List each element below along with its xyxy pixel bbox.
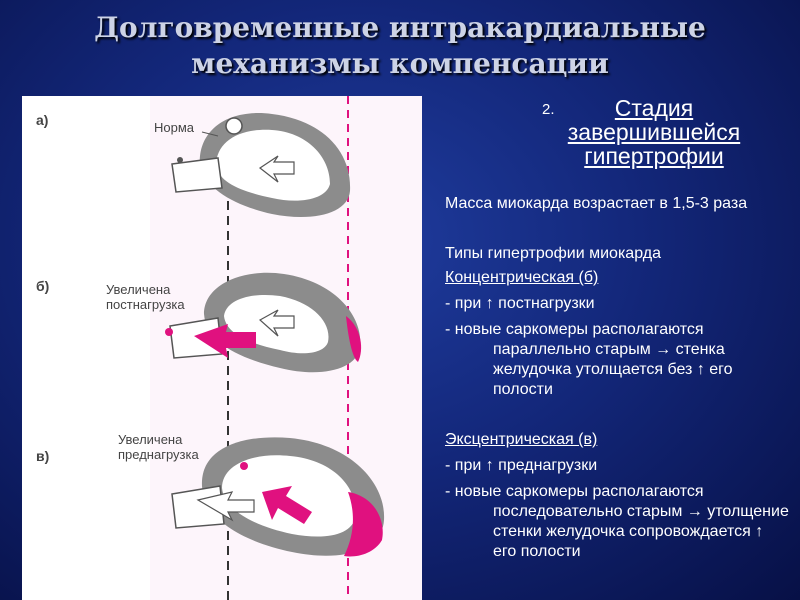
atrium-normal bbox=[226, 118, 242, 134]
vessel-point-eccentric bbox=[240, 462, 248, 470]
stage-number: 2. bbox=[542, 101, 555, 118]
panel-a-caption-text: Норма bbox=[154, 120, 195, 135]
vessel-point-concentric bbox=[165, 328, 173, 336]
slide-title bbox=[0, 10, 800, 82]
slide-title-line-2: механизмы компенсации bbox=[191, 47, 609, 80]
panel-b-letter: б) bbox=[36, 278, 50, 294]
stage-heading-text: Стадия завершившейся гипертрофии bbox=[567, 95, 741, 169]
concentric-item-1: - при ↑ постнагрузки bbox=[445, 295, 595, 312]
panel-c-caption-line-1: Увеличена bbox=[118, 432, 183, 447]
eccentric-item-2: - новые саркомеры располагаются последовательно старым → утолщение стенки желудочка сопровождается ↑ его полости bbox=[445, 483, 789, 560]
panel-c-caption-line-2: преднагрузка bbox=[118, 447, 199, 462]
aorta-normal bbox=[172, 158, 222, 192]
panel-c-letter: в) bbox=[36, 448, 50, 464]
panel-b-caption-line-1: Увеличена bbox=[106, 282, 171, 297]
eccentric-item-1: - при ↑ преднагрузки bbox=[445, 457, 598, 474]
panel-b-caption bbox=[106, 282, 185, 312]
slide-title-line-1: Долговременные интракардиальные bbox=[94, 11, 706, 44]
heart-diagram bbox=[22, 96, 422, 600]
vessel-point-normal bbox=[177, 157, 183, 163]
myocardium-mass-text: Масса миокарда возрастает в 1,5-3 раза bbox=[445, 195, 748, 212]
text-body bbox=[445, 194, 790, 562]
panel-b-caption-line-2: постнагрузка bbox=[106, 297, 185, 312]
hypertrophy-types-heading: Типы гипертрофии миокарда bbox=[445, 245, 661, 262]
stage-heading bbox=[520, 96, 760, 168]
eccentric-title: Эксцентрическая (в) bbox=[445, 431, 598, 448]
concentric-item-2: - новые саркомеры располагаются параллельно старым → стенка желудочка утолщается без ↑ его полости bbox=[445, 321, 733, 398]
heart-hypertrophy-figure bbox=[22, 96, 422, 600]
panel-a-caption bbox=[154, 120, 194, 135]
panel-c-caption bbox=[118, 432, 199, 462]
panel-a-letter: а) bbox=[36, 112, 49, 128]
concentric-title: Концентрическая (б) bbox=[445, 269, 599, 286]
